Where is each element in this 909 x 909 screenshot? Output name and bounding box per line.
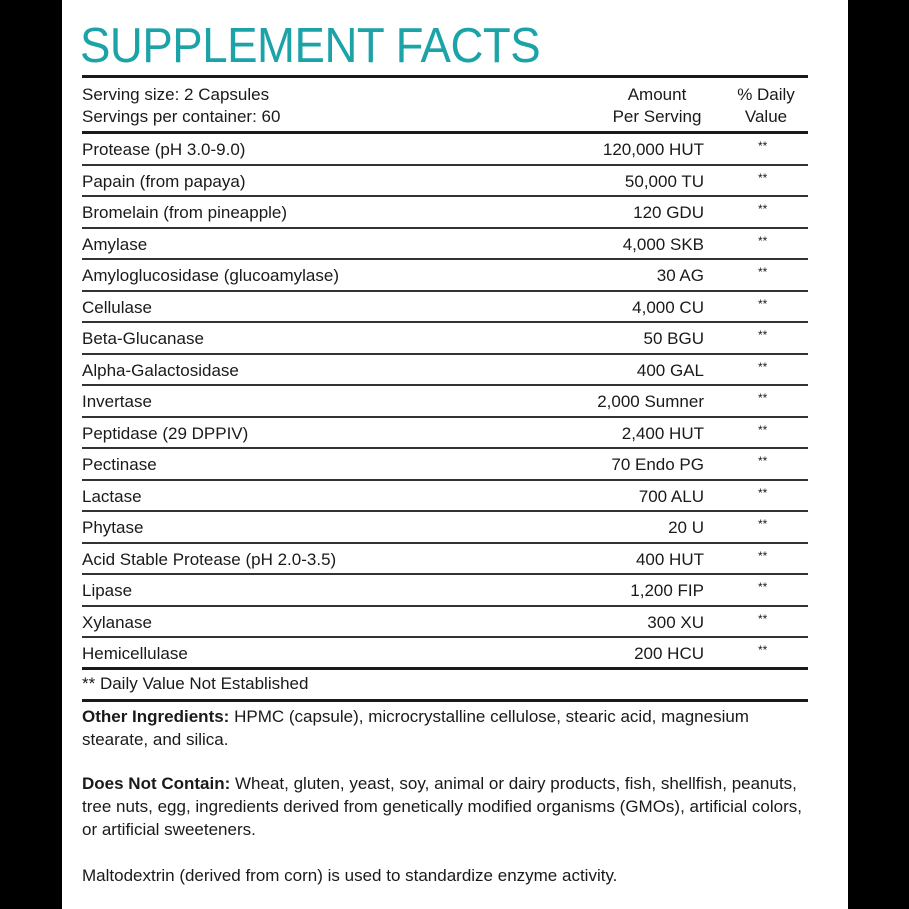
does-not-contain-label: Does Not Contain: bbox=[82, 774, 231, 793]
ingredient-amount: 400 GAL bbox=[636, 360, 704, 380]
daily-value: ** bbox=[758, 328, 768, 342]
ingredient-name: Hemicellulase bbox=[82, 644, 188, 663]
table-row bbox=[82, 134, 808, 166]
daily-value: ** bbox=[758, 391, 768, 405]
ingredient-name: Lactase bbox=[82, 486, 142, 506]
table-row bbox=[82, 229, 808, 261]
daily-value: ** bbox=[758, 643, 768, 657]
ingredient-name: Papain (from papaya) bbox=[82, 171, 246, 191]
table-row bbox=[82, 544, 808, 576]
ingredient-amount: 700 ALU bbox=[638, 486, 704, 506]
ingredient-amount: 400 HUT bbox=[635, 549, 704, 569]
daily-value: ** bbox=[758, 454, 768, 468]
table-row bbox=[82, 260, 808, 292]
other-ingredients-label: Other Ingredients: bbox=[82, 707, 230, 726]
table-row bbox=[82, 386, 808, 418]
daily-value: ** bbox=[758, 359, 768, 374]
ingredient-amount: 50 BGU bbox=[643, 329, 704, 348]
divider-note bbox=[82, 699, 808, 702]
table-row bbox=[82, 638, 808, 670]
ingredient-amount: 70 Endo PG bbox=[611, 455, 704, 474]
other-ingredients-text: HPMC (capsule), microcrystalline cellulose, stearic acid, magnesium stearate, and silica. bbox=[82, 707, 749, 749]
serving-size: Serving size: 2 Capsules bbox=[82, 85, 270, 104]
daily-value: ** bbox=[758, 517, 768, 531]
daily-value: ** bbox=[758, 170, 768, 185]
dv-header-line1: % Daily bbox=[737, 85, 795, 104]
daily-value: ** bbox=[758, 485, 768, 500]
ingredient-name: Acid Stable Protease (pH 2.0-3.5) bbox=[82, 549, 337, 569]
daily-value: ** bbox=[758, 202, 768, 216]
maltodextrin-note: Maltodextrin (derived from corn) is used to standardize enzyme activity. bbox=[82, 866, 618, 885]
table-row bbox=[82, 449, 808, 481]
divider-top bbox=[82, 75, 808, 78]
ingredient-name: Beta-Glucanase bbox=[82, 329, 204, 348]
does-not-contain-text: Wheat, gluten, yeast, soy, animal or dairy products, fish, shellfish, peanuts, tree nuts, egg, ingredients derived from genetically modified organisms (GMOs), artificial colors, or artificial sweeteners. bbox=[82, 774, 802, 839]
other-ingredients bbox=[82, 705, 808, 751]
ingredient-amount: 2,400 HUT bbox=[621, 423, 704, 443]
page-title: SUPPLEMENT FACTS bbox=[80, 19, 541, 73]
does-not-contain bbox=[82, 772, 808, 841]
table-row bbox=[82, 512, 808, 544]
table-row bbox=[82, 575, 808, 607]
amount-header-line1: Amount bbox=[627, 85, 687, 104]
ingredient-amount: 120,000 HUT bbox=[602, 140, 704, 159]
daily-value: ** bbox=[758, 233, 768, 248]
dv-note: ** Daily Value Not Established bbox=[82, 674, 309, 693]
ingredient-name: Cellulase bbox=[82, 297, 152, 317]
ingredient-amount: 200 HCU bbox=[634, 644, 704, 663]
ingredient-name: Amyloglucosidase (glucoamylase) bbox=[82, 266, 340, 285]
ingredient-name: Xylanase bbox=[82, 612, 152, 632]
table-row bbox=[82, 166, 808, 198]
ingredient-amount: 300 XU bbox=[647, 612, 704, 632]
ingredient-name: Invertase bbox=[82, 392, 152, 411]
table-row bbox=[82, 355, 808, 387]
ingredient-amount: 2,000 Sumner bbox=[597, 392, 704, 411]
amount-header-line2: Per Serving bbox=[612, 107, 702, 126]
dv-header-line2: Value bbox=[744, 107, 788, 126]
ingredient-amount: 120 GDU bbox=[633, 203, 704, 222]
ingredient-amount: 20 U bbox=[668, 518, 704, 537]
servings-per-container: Servings per container: 60 bbox=[82, 107, 281, 126]
table-row bbox=[82, 292, 808, 324]
divider-table-end bbox=[82, 667, 808, 670]
ingredient-name: Amylase bbox=[82, 234, 148, 254]
ingredient-amount: 4,000 CU bbox=[632, 297, 704, 317]
daily-value: ** bbox=[758, 548, 768, 563]
ingredient-name: Phytase bbox=[82, 518, 144, 537]
daily-value: ** bbox=[758, 580, 768, 594]
daily-value: ** bbox=[758, 139, 768, 153]
ingredient-name: Peptidase (29 DPPIV) bbox=[82, 423, 249, 443]
ingredient-name: Protease (pH 3.0-9.0) bbox=[82, 140, 246, 159]
table-row bbox=[82, 418, 808, 450]
daily-value: ** bbox=[758, 296, 768, 311]
table-row bbox=[82, 323, 808, 355]
ingredient-amount: 1,200 FIP bbox=[630, 581, 704, 600]
daily-value: ** bbox=[758, 422, 768, 437]
table-row bbox=[82, 607, 808, 639]
daily-value: ** bbox=[758, 611, 768, 626]
ingredient-name: Alpha-Galactosidase bbox=[82, 360, 239, 380]
ingredient-amount: 30 AG bbox=[656, 266, 704, 285]
ingredient-name: Bromelain (from pineapple) bbox=[82, 203, 288, 222]
ingredient-amount: 4,000 SKB bbox=[622, 234, 704, 254]
ingredient-amount: 50,000 TU bbox=[624, 171, 704, 191]
table-row bbox=[82, 197, 808, 229]
ingredient-name: Pectinase bbox=[82, 455, 157, 474]
ingredient-name: Lipase bbox=[82, 581, 133, 600]
table-row bbox=[82, 481, 808, 513]
daily-value: ** bbox=[758, 265, 768, 279]
